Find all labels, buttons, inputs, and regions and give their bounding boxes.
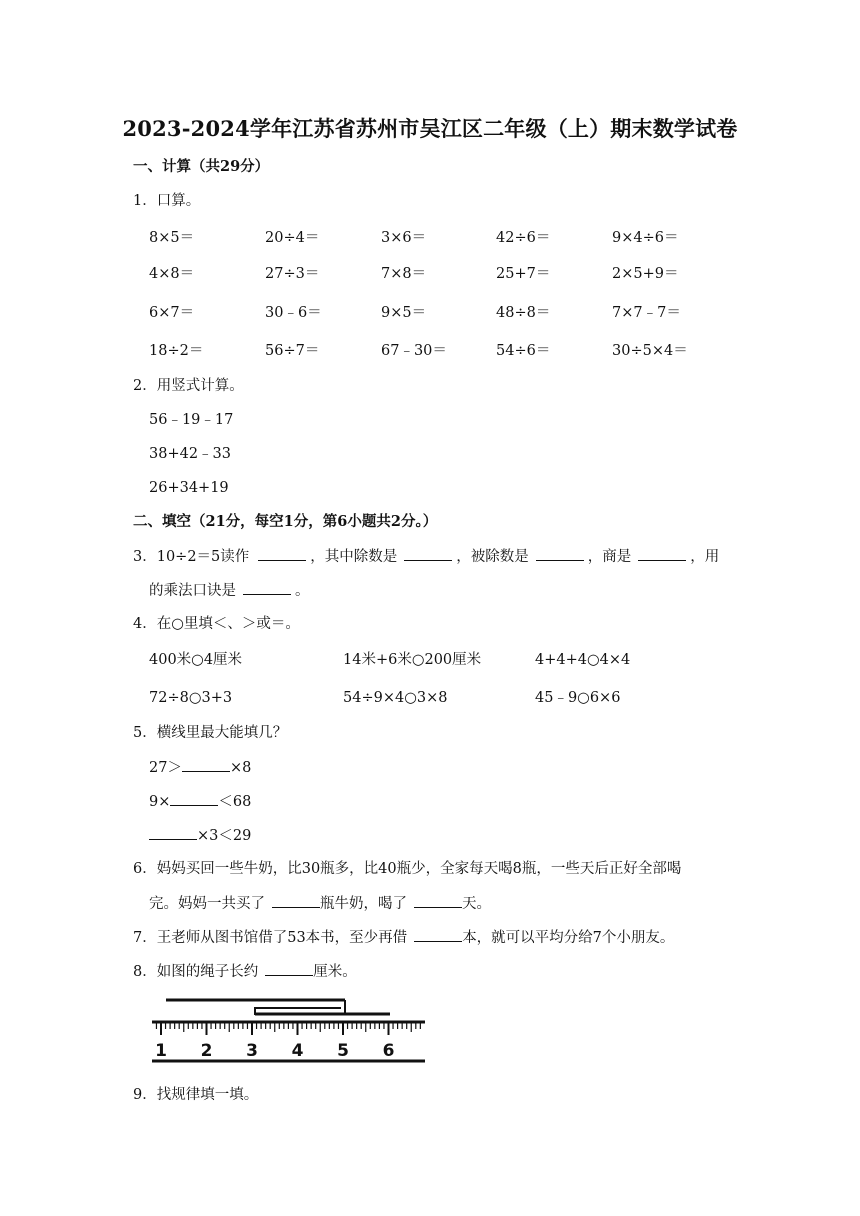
q5-label: 5．横线里最大能填几？	[133, 725, 288, 741]
q5-text: ×3＜29	[197, 828, 252, 844]
q3-text: 的乘法口诀是	[149, 583, 236, 599]
q4-item: 14米+6米○200厘米	[343, 652, 482, 668]
q4-item: 54÷9×4○3×8	[343, 690, 448, 706]
ruler-number: 3	[246, 1041, 258, 1061]
q6-text: 瓶牛奶，喝了	[320, 896, 407, 912]
q6-text: 完。妈妈一共买了	[149, 896, 265, 912]
q6-text: 天。	[462, 896, 491, 912]
answer-blank[interactable]	[404, 546, 452, 561]
q8-text: 厘米。	[313, 964, 357, 980]
q7-line	[133, 927, 674, 948]
q1-item: 42÷6＝	[496, 230, 551, 246]
ruler-number: 1	[155, 1041, 167, 1061]
answer-blank[interactable]	[414, 893, 462, 908]
q5-text: 9×	[149, 794, 171, 810]
q1-item: 48÷8＝	[496, 305, 551, 321]
q2-label: 2．用竖式计算。	[133, 378, 244, 394]
q1-item: 18÷2＝	[149, 343, 204, 359]
q5-item-1	[149, 757, 251, 778]
q1-item: 7×8＝	[381, 266, 427, 282]
q1-item: 67﹣30＝	[381, 343, 447, 359]
q3-text: 。	[295, 583, 310, 599]
ruler-number: 4	[291, 1041, 304, 1061]
answer-blank[interactable]	[149, 825, 197, 840]
answer-blank[interactable]	[272, 893, 320, 908]
q3-text: ，其中除数是	[310, 549, 398, 565]
answer-blank[interactable]	[182, 757, 230, 772]
q1-label: 1．口算。	[133, 193, 201, 209]
answer-blank[interactable]	[258, 546, 306, 561]
q1-item: 9×4÷6＝	[612, 230, 679, 246]
answer-blank[interactable]	[243, 580, 291, 595]
q1-item: 7×7﹣7＝	[612, 305, 681, 321]
q1-item: 27÷3＝	[265, 266, 320, 282]
q8-line	[133, 961, 357, 982]
q3-line-1	[133, 546, 719, 567]
q1-item: 2×5+9＝	[612, 266, 679, 282]
q5-item-2	[149, 791, 251, 812]
q5-item-3	[149, 825, 251, 846]
q6-line-1: 6．妈妈买回一些牛奶，比30瓶多，比40瓶少，全家每天喝8瓶，一些天后正好全部喝	[133, 861, 682, 877]
q6-line-2	[149, 893, 491, 914]
answer-blank[interactable]	[265, 961, 313, 976]
q9-label: 9．找规律填一填。	[133, 1087, 259, 1103]
q2-item: 38+42﹣33	[149, 446, 232, 462]
q1-item: 56÷7＝	[265, 343, 320, 359]
q2-item: 26+34+19	[149, 480, 229, 496]
q1-item: 9×5＝	[381, 305, 427, 321]
ruler-number: 6	[382, 1041, 395, 1061]
q5-text: ＜68	[218, 794, 252, 810]
q4-item: 400米○4厘米	[149, 652, 243, 668]
q4-label: 4．在○里填＜、＞或＝。	[133, 616, 300, 632]
q1-item: 8×5＝	[149, 230, 195, 246]
q4-item: 4+4+4○4×4	[535, 652, 631, 668]
rope-loop	[255, 1000, 345, 1014]
q8-text: 8．如图的绳子长约	[133, 964, 259, 980]
section-2-heading: 二、填空（21分，每空1分，第6小题共2分。）	[133, 513, 438, 530]
section-1-heading: 一、计算（共29分）	[133, 158, 270, 175]
answer-blank[interactable]	[638, 546, 686, 561]
ruler-number: 2	[200, 1041, 213, 1061]
q4-item: 72÷8○3+3	[149, 690, 233, 706]
q3-text: ，用	[690, 549, 720, 565]
ruler-number: 5	[337, 1041, 349, 1061]
q5-text: 27＞	[149, 760, 182, 776]
q1-item: 25+7＝	[496, 266, 551, 282]
q1-item: 6×7＝	[149, 305, 195, 321]
q1-item: 20÷4＝	[265, 230, 320, 246]
q1-item: 4×8＝	[149, 266, 195, 282]
q3-text: ，商是	[587, 549, 632, 565]
q1-item: 3×6＝	[381, 230, 427, 246]
q1-item: 30÷5×4＝	[612, 343, 688, 359]
ruler-numbers	[155, 1041, 394, 1061]
q1-item: 30﹣6＝	[265, 305, 322, 321]
answer-blank[interactable]	[414, 927, 462, 942]
q5-text: ×8	[229, 760, 252, 776]
q2-item: 56﹣19﹣17	[149, 412, 234, 428]
q7-text: 7．王老师从图书馆借了53本书，至少再借	[133, 930, 408, 946]
q7-text: 本，就可以平均分给7个小朋友。	[462, 930, 675, 946]
q3-text: ，被除数是	[456, 549, 529, 565]
q1-item: 54÷6＝	[496, 343, 551, 359]
q3-text: 3．10÷2＝5读作	[133, 549, 250, 565]
page-title: 2023-2024学年江苏省苏州市吴江区二年级（上）期末数学试卷	[122, 116, 738, 141]
ruler-figure	[147, 992, 429, 1064]
answer-blank[interactable]	[536, 546, 584, 561]
answer-blank[interactable]	[170, 791, 218, 806]
ruler-ticks	[156, 1023, 420, 1035]
q3-line-2	[149, 580, 310, 601]
q4-item: 45﹣9○6×6	[535, 690, 621, 706]
